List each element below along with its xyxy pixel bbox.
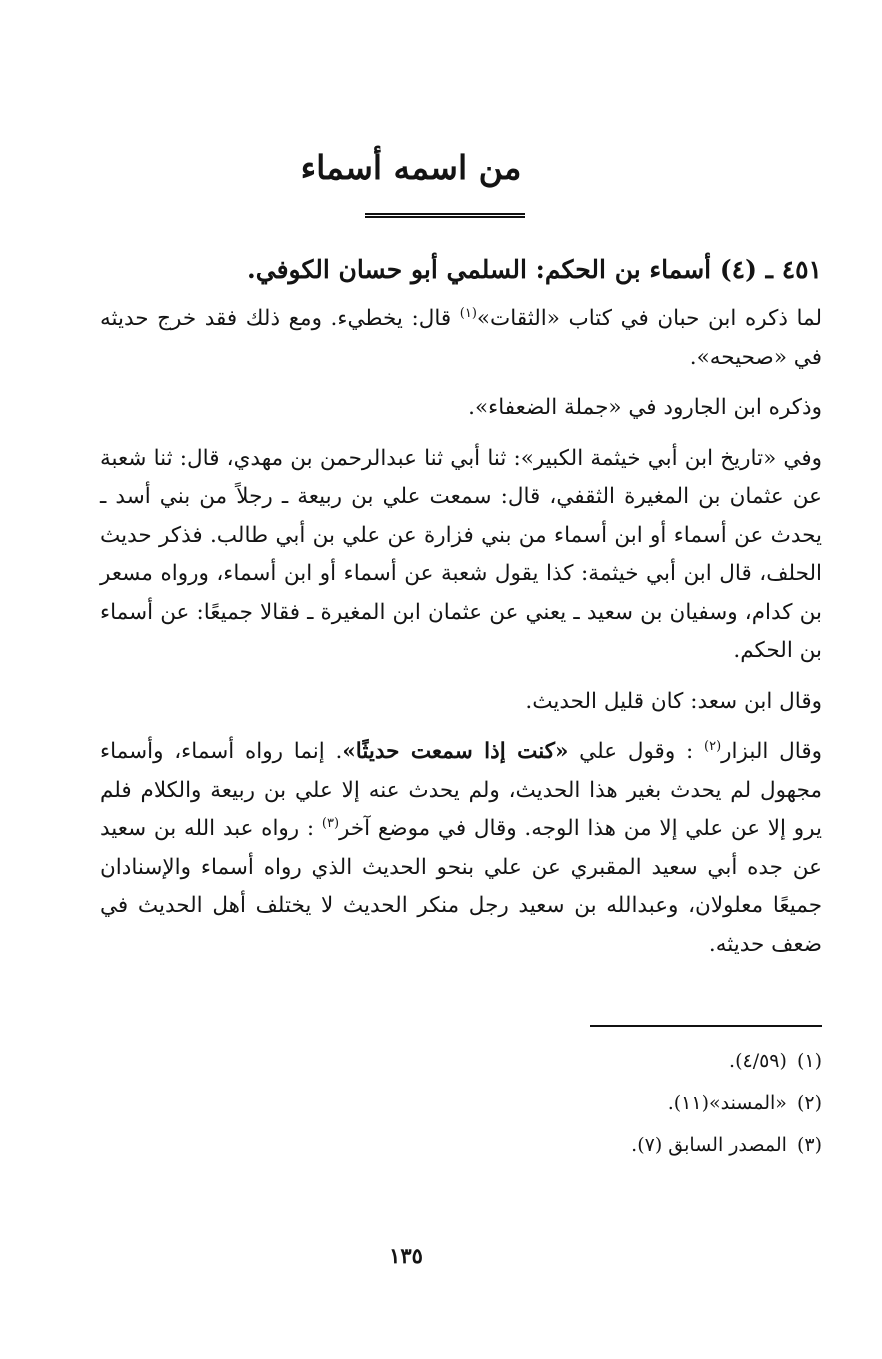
footnote-number: (٣) (796, 1134, 822, 1156)
paragraph-text: قال: يخطيء. ومع ذلك فقد خرج حديثه في «صحيحه». (100, 306, 822, 370)
footnote-number: (١) (796, 1050, 822, 1072)
footnote-2 (100, 1082, 822, 1124)
entry-name: أسماء بن الحكم: السلمي أبو حسان الكوفي. (247, 255, 712, 284)
entry-heading: ٤٥١ ـ (٤) أسماء بن الحكم: السلمي أبو حسان الكوفي. (247, 255, 822, 284)
footnote-text: المصدر السابق (٧). (631, 1134, 787, 1156)
body-text (100, 300, 822, 964)
page-number: ١٣٥ (389, 1243, 423, 1268)
chapter-title: من اسمه أسماء (300, 148, 522, 187)
entry-code: (٤) (719, 255, 757, 284)
paragraph-text: لما ذكره ابن حبان في كتاب «الثقات» (476, 306, 822, 331)
footnote-3 (100, 1124, 822, 1166)
paragraph-ibn-jarud: وذكره ابن الجارود في «جملة الضعفاء». (468, 395, 822, 420)
footnote-text: «المسند»(١١). (667, 1092, 787, 1114)
footnote-text: (٤/٥٩). (729, 1050, 787, 1072)
footnote-separator (590, 1025, 822, 1027)
footnotes (100, 1040, 822, 1166)
paragraph-text: : رواه عبد الله بن سعيد عن جده أبي سعيد المقبري عن علي بنحو الحديث الذي رواه أسماء والإسنادان جميعًا معلولان، وعبدالله بن سعيد رجل منكر الحديث لا يختلف أهل الحديث في ضعف حديثه. (100, 816, 822, 957)
paragraph-text: : وقول علي (568, 739, 705, 764)
entry-number: ٤٥١ (781, 255, 822, 284)
paragraph-ibn-hibban (100, 300, 822, 377)
footnote-number: (٢) (796, 1092, 822, 1114)
footnote-ref-1: (١) (459, 305, 477, 321)
paragraph-text: . إنما رواه أسماء، وأسماء مجهول لم يحدث بغير هذا الحديث، ولم يحدث عنه إلا علي بن ربيعة والكلام فلم يرو إلا عن علي إلا من هذا الوجه. وقال في موضع آخر (100, 739, 822, 841)
book-page (100, 0, 822, 1359)
paragraph-ibn-abi-khaythama: وفي «تاريخ ابن أبي خيثمة الكبير»: ثنا أبي ثنا عبدالرحمن بن مهدي، قال: ثنا شعبة عن عثمان بن المغيرة الثقفي، قال: سمعت علي بن ربيعة ـ رجلاً من بني أسد ـ يحدث عن أسماء أو ابن أسماء من بني فزارة عن علي بن أبي طالب. فذكر حديث الحلف، قال ابن أبي خيثمة: كذا يقول شعبة عن أسماء أو ابن أسماء، ورواه مسعر بن كدام، وسفيان بن سعيد ـ يعني عن عثمان ابن المغيرة ـ فقالا جميعًا: عن أسماء بن الحكم. (100, 445, 822, 663)
paragraph-bazzar (100, 733, 822, 964)
footnote-1 (100, 1040, 822, 1082)
paragraph-ibn-sad: وقال ابن سعد: كان قليل الحديث. (525, 688, 822, 714)
quoted-hadith: «كنت إذا سمعت حديثًا» (342, 739, 569, 764)
paragraph-text: وقال البزار (721, 739, 822, 764)
footnote-ref-2: (٢) (704, 738, 722, 754)
footnote-ref-3: (٣) (321, 815, 340, 831)
title-underline (365, 213, 525, 218)
